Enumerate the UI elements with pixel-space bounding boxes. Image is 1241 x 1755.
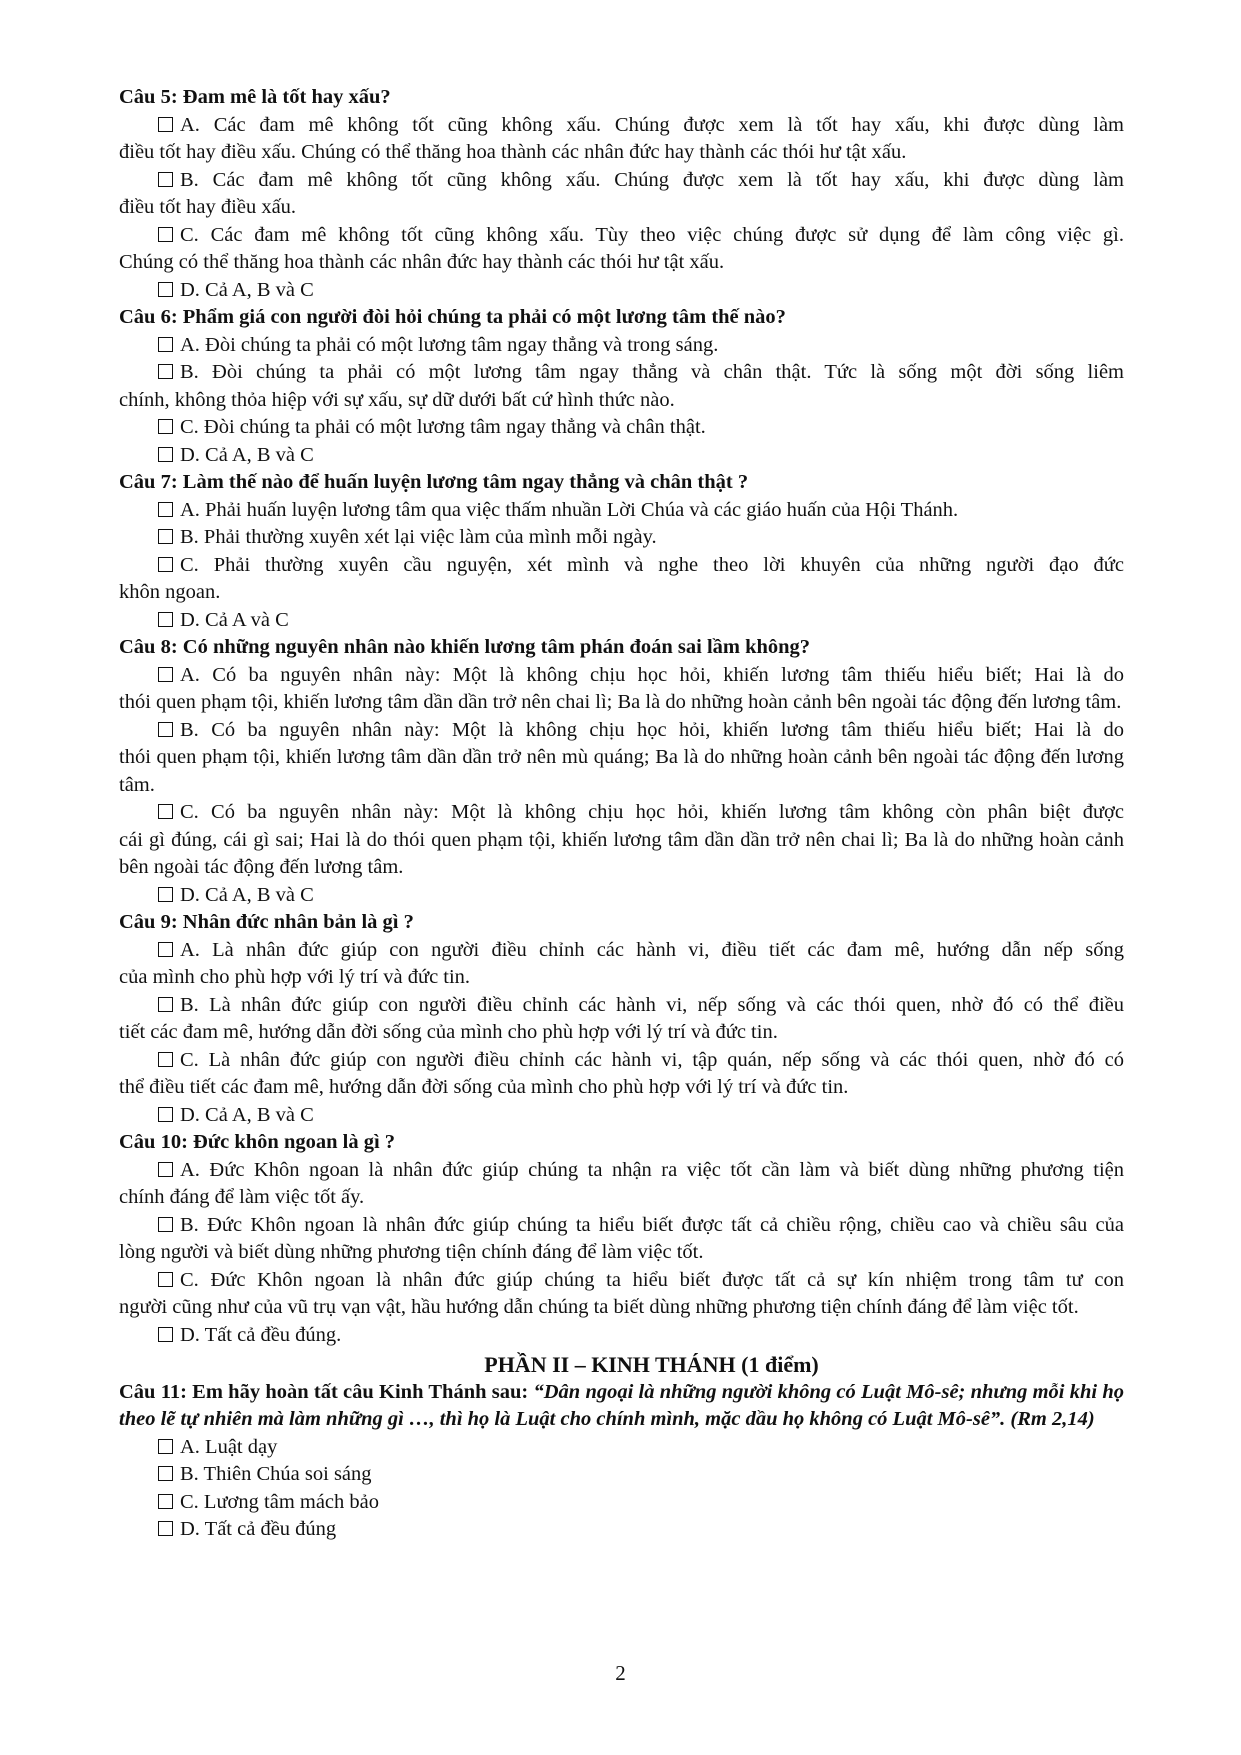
answer-option-text: B. Có ba nguyên nhân này: Một là không chịu học hỏi, khiến lương tâm thiếu hiểu biết; Hai là do <box>180 718 1124 741</box>
answer-option <box>119 662 1124 717</box>
answer-option-text: D. Cả A, B và C <box>180 443 314 466</box>
answer-option <box>119 167 1124 222</box>
checkbox[interactable] <box>158 722 173 737</box>
answer-option <box>119 992 1124 1047</box>
question-list <box>119 84 1124 1349</box>
checkbox[interactable] <box>158 337 173 352</box>
answer-option-first-line <box>119 167 1124 195</box>
checkbox[interactable] <box>158 1272 173 1287</box>
question-title: Câu 7: Làm thế nào để huấn luyện lương tâm ngay thẳng và chân thật ? <box>119 471 749 493</box>
answer-option-text: C. Lương tâm mách bảo <box>180 1490 380 1513</box>
answer-option-text: D. Tất cả đều đúng <box>180 1518 337 1540</box>
answer-option-text: D. Cả A và C <box>180 608 289 631</box>
question-11-quote: “Dân ngoại là những người không có Luật Mô-sê; nhưng mỗi khi họ theo lẽ tự nhiên mà làm những gì …, thì họ là Luật cho chính mình, mặc dầu họ không có Luật Mô-sê”. (Rm 2,14) <box>119 1380 1125 1430</box>
answer-option-continuation: điều tốt hay điều xấu. Chúng có thể thăng hoa thành các nhân đức hay thành các thói hư tật xấu. <box>119 141 907 163</box>
answer-option-continuation: thói quen phạm tội, khiến lương tâm dần dần trở nên chai lì; Ba là do những hoàn cảnh bên ngoài tác động đến lương tâm. <box>119 691 1122 713</box>
answer-option-text: C. Các đam mê không tốt cũng không xấu. Tùy theo việc chúng được sử dụng để làm công việc gì. <box>180 223 1124 246</box>
answer-option <box>119 277 1124 305</box>
answer-option-text: A. Đức Khôn ngoan là nhân đức giúp chúng ta nhận ra việc tốt cần làm và biết dùng những phương tiện <box>180 1158 1124 1181</box>
answer-option <box>119 1047 1124 1102</box>
answer-option-first-line <box>119 799 1124 827</box>
answer-option-continuation: lòng người và biết dùng những phương tiện chính đáng để làm việc tốt. <box>119 1241 704 1263</box>
answer-option <box>119 1434 1124 1462</box>
checkbox[interactable] <box>158 117 173 132</box>
answer-option <box>119 332 1124 360</box>
answer-option-text: C. Là nhân đức giúp con người điều chỉnh các hành vi, tập quán, nếp sống và các thói quen, nhờ đó có <box>180 1048 1124 1071</box>
checkbox[interactable] <box>158 1327 173 1342</box>
answer-option <box>119 1267 1124 1322</box>
answer-option-text: A. Phải huấn luyện lương tâm qua việc thấm nhuần Lời Chúa và các giáo huấn của Hội Thánh. <box>180 498 959 521</box>
question-block <box>119 634 1124 909</box>
answer-option-first-line <box>119 414 1124 442</box>
answer-option-text: B. Đòi chúng ta phải có một lương tâm ngay thẳng và chân thật. Tức là sống một đời sống liêm <box>180 361 1124 383</box>
answer-option-text: C. Phải thường xuyên cầu nguyện, xét mình và nghe theo lời khuyên của những người đạo đức <box>180 553 1124 576</box>
answer-option <box>119 799 1124 882</box>
answer-option-first-line <box>119 277 1124 305</box>
answer-option <box>119 552 1124 607</box>
checkbox[interactable] <box>158 667 173 682</box>
answer-option <box>119 1212 1124 1267</box>
answer-option <box>119 1157 1124 1212</box>
answer-option <box>119 937 1124 992</box>
checkbox[interactable] <box>158 804 173 819</box>
checkbox[interactable] <box>158 942 173 957</box>
checkbox[interactable] <box>158 1466 173 1481</box>
answer-option-first-line <box>119 1047 1124 1075</box>
checkbox[interactable] <box>158 282 173 297</box>
answer-option-first-line <box>119 882 1124 910</box>
answer-option <box>119 1461 1124 1489</box>
question-block <box>119 304 1124 469</box>
question-title: Câu 9: Nhân đức nhân bản là gì ? <box>119 911 414 933</box>
answer-option <box>119 524 1124 552</box>
checkbox[interactable] <box>158 1439 173 1454</box>
question-block <box>119 84 1124 304</box>
question-title: Câu 5: Đam mê là tốt hay xấu? <box>119 86 391 108</box>
question-11-options <box>119 1434 1124 1544</box>
answer-option-text: D. Cả A, B và C <box>180 883 314 906</box>
answer-option-continuation: Chúng có thể thăng hoa thành các nhân đức hay thành các thói hư tật xấu. <box>119 251 725 273</box>
answer-option-text: C. Có ba nguyên nhân này: Một là không chịu học hỏi, khiến lương tâm không còn phân biệt được <box>180 801 1124 823</box>
checkbox[interactable] <box>158 887 173 902</box>
answer-option-continuation: cái gì đúng, cái gì sai; Hai là do thói quen phạm tội, khiến lương tâm dần dần trở nên chai lì; Ba là do những hoàn cảnh bên ngoài tác động đến lương tâm. <box>119 828 1124 878</box>
answer-option <box>119 1102 1124 1130</box>
question-title: Câu 6: Phẩm giá con người đòi hỏi chúng ta phải có một lương tâm thế nào? <box>119 306 786 328</box>
checkbox[interactable] <box>158 529 173 544</box>
answer-option-text: D. Cả A, B và C <box>180 1103 314 1126</box>
answer-option-text: B. Đức Khôn ngoan là nhân đức giúp chúng ta hiểu biết được tất cả chiều rộng, chiều cao và chiều sâu của <box>180 1213 1124 1236</box>
checkbox[interactable] <box>158 502 173 517</box>
question-block <box>119 469 1124 634</box>
answer-option-first-line <box>119 937 1124 965</box>
answer-option-text: D. Tất cả đều đúng. <box>180 1323 342 1346</box>
checkbox[interactable] <box>158 1052 173 1067</box>
answer-option-text: A. Luật dạy <box>180 1435 278 1458</box>
answer-option-continuation: chính đáng để làm việc tốt ấy. <box>119 1186 365 1208</box>
section-title: PHẦN II – KINH THÁNH (1 điểm) <box>484 1352 819 1377</box>
answer-option <box>119 1516 1124 1544</box>
answer-option-first-line <box>119 1212 1124 1240</box>
answer-option <box>119 1322 1124 1350</box>
answer-option <box>119 607 1124 635</box>
answer-option <box>119 882 1124 910</box>
answer-option-first-line <box>119 497 1124 525</box>
answer-option-first-line <box>119 112 1124 140</box>
question-11-title: Câu 11: Em hãy hoàn tất câu Kinh Thánh sau: <box>119 1380 529 1403</box>
answer-option-first-line <box>119 359 1124 387</box>
answer-option-first-line <box>119 1157 1124 1185</box>
answer-option-first-line <box>119 442 1124 470</box>
answer-option-text: A. Có ba nguyên nhân này: Một là không chịu học hỏi, khiến lương tâm thiếu hiểu biết; Hai là do <box>180 663 1124 686</box>
answer-option-text: A. Các đam mê không tốt cũng không xấu. Chúng được xem là tốt hay xấu, khi được dùng làm <box>180 113 1124 136</box>
page-number: 2 <box>615 1661 626 1685</box>
answer-option-continuation: điều tốt hay điều xấu. <box>119 196 297 218</box>
answer-option-first-line <box>119 524 1124 552</box>
answer-option-continuation: tiết các đam mê, hướng dẫn đời sống của mình cho phù hợp với lý trí và đức tin. <box>119 1021 778 1043</box>
checkbox[interactable] <box>158 557 173 572</box>
question-title: Câu 8: Có những nguyên nhân nào khiến lương tâm phán đoán sai lầm không? <box>119 636 811 658</box>
question-11-title-block <box>119 1379 1124 1434</box>
checkbox[interactable] <box>158 997 173 1012</box>
checkbox[interactable] <box>158 1162 173 1177</box>
checkbox[interactable] <box>158 227 173 242</box>
answer-option-first-line <box>119 992 1124 1020</box>
answer-option-first-line <box>119 607 1124 635</box>
question-block <box>119 1129 1124 1349</box>
answer-option-first-line <box>119 222 1124 250</box>
answer-option-text: C. Đức Khôn ngoan là nhân đức giúp chúng ta hiểu biết được tất cả sự kín nhiệm trong tâm tư con <box>180 1268 1124 1291</box>
answer-option <box>119 359 1124 414</box>
checkbox[interactable] <box>158 419 173 434</box>
answer-option <box>119 414 1124 442</box>
answer-option-first-line <box>119 332 1124 360</box>
answer-option-text: C. Đòi chúng ta phải có một lương tâm ngay thẳng và chân thật. <box>180 416 706 438</box>
question-11 <box>119 1379 1124 1544</box>
answer-option-continuation: của mình cho phù hợp với lý trí và đức tin. <box>119 966 471 988</box>
answer-option-first-line <box>119 1322 1124 1350</box>
answer-option-text: A. Đòi chúng ta phải có một lương tâm ngay thẳng và trong sáng. <box>180 333 719 356</box>
checkbox[interactable] <box>158 1217 173 1232</box>
answer-option <box>119 442 1124 470</box>
answer-option-text: B. Thiên Chúa soi sáng <box>180 1463 372 1485</box>
answer-option-text: B. Là nhân đức giúp con người điều chỉnh các hành vi, nếp sống và các thói quen, nhờ đó có thể điều <box>180 993 1124 1016</box>
answer-option-continuation: chính, không thỏa hiệp với sự xấu, sự dữ dưới bất cứ hình thức nào. <box>119 388 675 411</box>
answer-option-first-line <box>119 1102 1124 1130</box>
answer-option-first-line <box>119 717 1124 745</box>
answer-option-first-line <box>119 662 1124 690</box>
checkbox[interactable] <box>158 612 173 627</box>
answer-option <box>119 717 1124 800</box>
answer-option-continuation: người cũng như của vũ trụ vạn vật, hầu hướng dẫn chúng ta biết dùng những phương tiện chính đáng để làm việc tốt. <box>119 1296 1079 1318</box>
checkbox[interactable] <box>158 1521 173 1536</box>
answer-option-text: D. Cả A, B và C <box>180 278 314 301</box>
checkbox[interactable] <box>158 447 173 462</box>
answer-option-text: B. Phải thường xuyên xét lại việc làm của mình mỗi ngày. <box>180 526 657 548</box>
checkbox[interactable] <box>158 1107 173 1122</box>
question-block <box>119 909 1124 1129</box>
question-title: Câu 10: Đức khôn ngoan là gì ? <box>119 1131 396 1153</box>
answer-option <box>119 1489 1124 1517</box>
answer-option-first-line <box>119 552 1124 580</box>
answer-option-first-line <box>119 1267 1124 1295</box>
answer-option <box>119 497 1124 525</box>
answer-option <box>119 112 1124 167</box>
answer-option-text: A. Là nhân đức giúp con người điều chỉnh các hành vi, điều tiết các đam mê, hướng dẫn nếp sống <box>180 938 1124 961</box>
checkbox[interactable] <box>158 172 173 187</box>
checkbox[interactable] <box>158 364 173 379</box>
answer-option-text: B. Các đam mê không tốt cũng không xấu. Chúng được xem là tốt hay xấu, khi được dùng làm <box>180 168 1124 191</box>
answer-option <box>119 222 1124 277</box>
checkbox[interactable] <box>158 1494 173 1509</box>
answer-option-continuation: thói quen phạm tội, khiến lương tâm dần dần trở nên mù quáng; Ba là do những hoàn cảnh bên ngoài tác động đến lương tâm. <box>119 746 1124 796</box>
answer-option-continuation: thể điều tiết các đam mê, hướng dẫn đời sống của mình cho phù hợp với lý trí và đức tin. <box>119 1076 849 1098</box>
answer-option-continuation: khôn ngoan. <box>119 581 221 603</box>
